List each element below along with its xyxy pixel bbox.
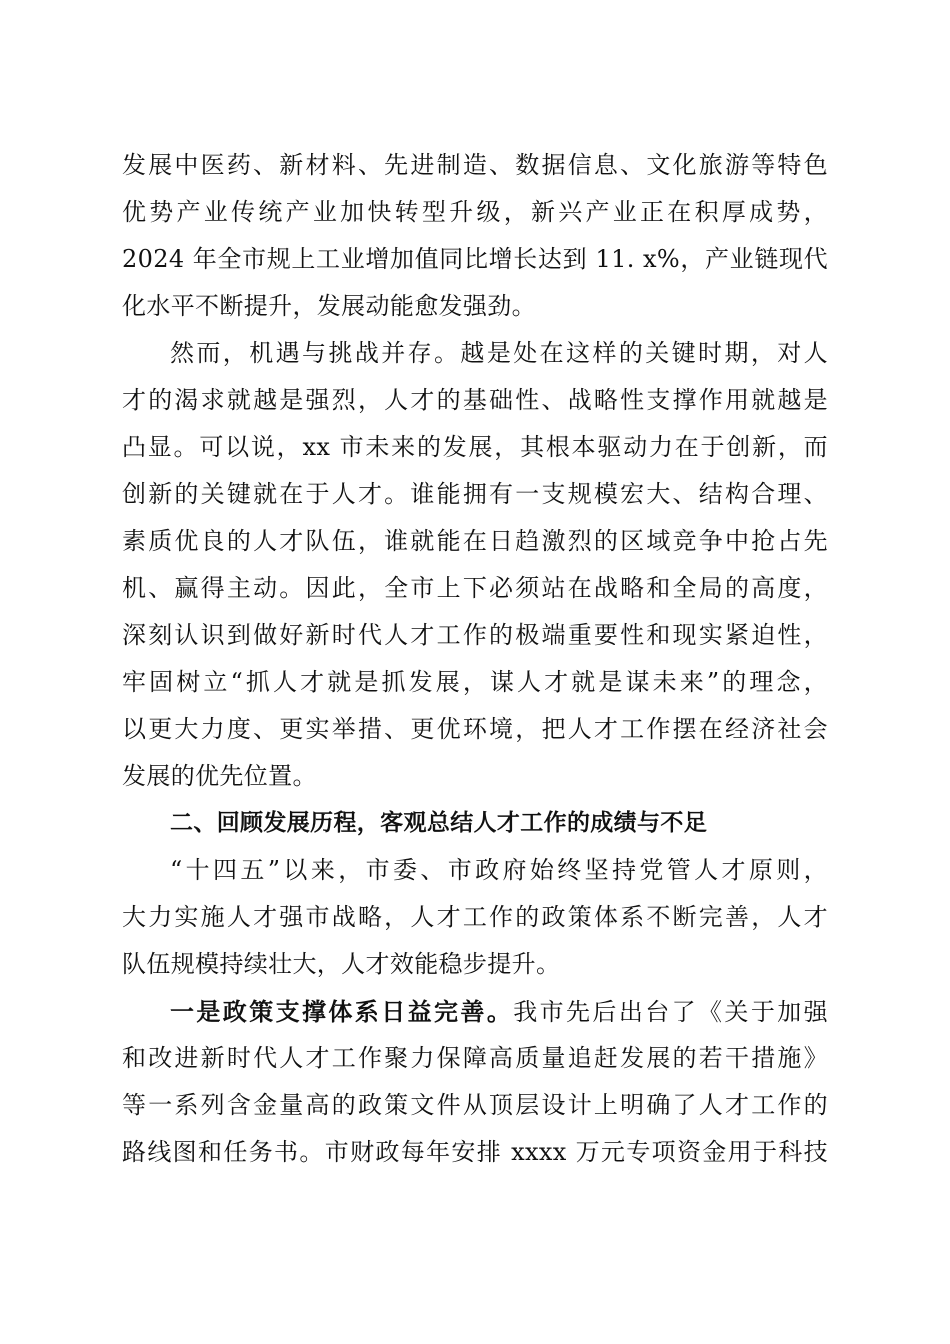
text-line: 等一系列含金量高的政策文件从顶层设计上明确了人才工作的 xyxy=(122,1091,828,1119)
text-line: 2024 年全市规上工业增加值同比增长达到 11. x%，产业链现代 xyxy=(122,245,828,273)
text-line: “十四五”以来，市委、市政府始终坚持党管人才原则， xyxy=(170,856,828,884)
text-line: 化水平不断提升，发展动能愈发强劲。 xyxy=(122,292,536,320)
text-line: 和改进新时代人才工作聚力保障高质量追赶发展的若干措施》 xyxy=(122,1044,828,1072)
paragraph-lead: 一是政策支撑体系日益完善。 xyxy=(170,997,514,1026)
text-line: 发展中医药、新材料、先进制造、数据信息、文化旅游等特色 xyxy=(122,151,828,179)
text-line: 才的渴求就越是强烈，人才的基础性、战略性支撑作用就越是 xyxy=(122,386,828,414)
text-line: 创新的关键就在于人才。谁能拥有一支规模宏大、结构合理、 xyxy=(122,480,828,508)
text-line: 以更大力度、更实举措、更优环境，把人才工作摆在经济社会 xyxy=(122,715,828,743)
text-line: 牢固树立“抓人才就是抓发展，谋人才就是谋未来”的理念， xyxy=(122,668,828,696)
paragraph-opportunity xyxy=(122,330,828,800)
document-body xyxy=(122,142,828,1176)
text-line: 队伍规模持续壮大，人才效能稳步提升。 xyxy=(122,950,561,978)
text-line: 优势产业传统产业加快转型升级，新兴产业正在积厚成势， xyxy=(122,198,828,226)
text-line: 大力实施人才强市战略，人才工作的政策体系不断完善，人才 xyxy=(122,903,828,931)
text-line: 发展的优先位置。 xyxy=(122,762,317,790)
paragraph-industry xyxy=(122,142,828,330)
heading-line: 二、回顾发展历程，客观总结人才工作的成绩与不足 xyxy=(170,810,708,836)
text-line: 然而，机遇与挑战并存。越是处在这样的关键时期，对人 xyxy=(170,339,828,367)
text-line: 机、赢得主动。因此，全市上下必须站在战略和全局的高度， xyxy=(122,574,828,602)
text-line: 深刻认识到做好新时代人才工作的极端重要性和现实紧迫性， xyxy=(122,621,828,649)
text-line: 凸显。可以说，xx 市未来的发展，其根本驱动力在于创新，而 xyxy=(122,433,828,461)
text-run: 我市先后出台了《关于加强 xyxy=(513,998,828,1026)
section-heading xyxy=(122,800,828,847)
paragraph-policy xyxy=(122,988,828,1176)
text-line xyxy=(122,988,828,1035)
text-line: 素质优良的人才队伍，谁就能在日趋激烈的区域竞争中抢占先 xyxy=(122,527,828,555)
text-line: 路线图和任务书。市财政每年安排 xxxx 万元专项资金用于科技 xyxy=(122,1138,828,1166)
paragraph-review xyxy=(122,847,828,988)
